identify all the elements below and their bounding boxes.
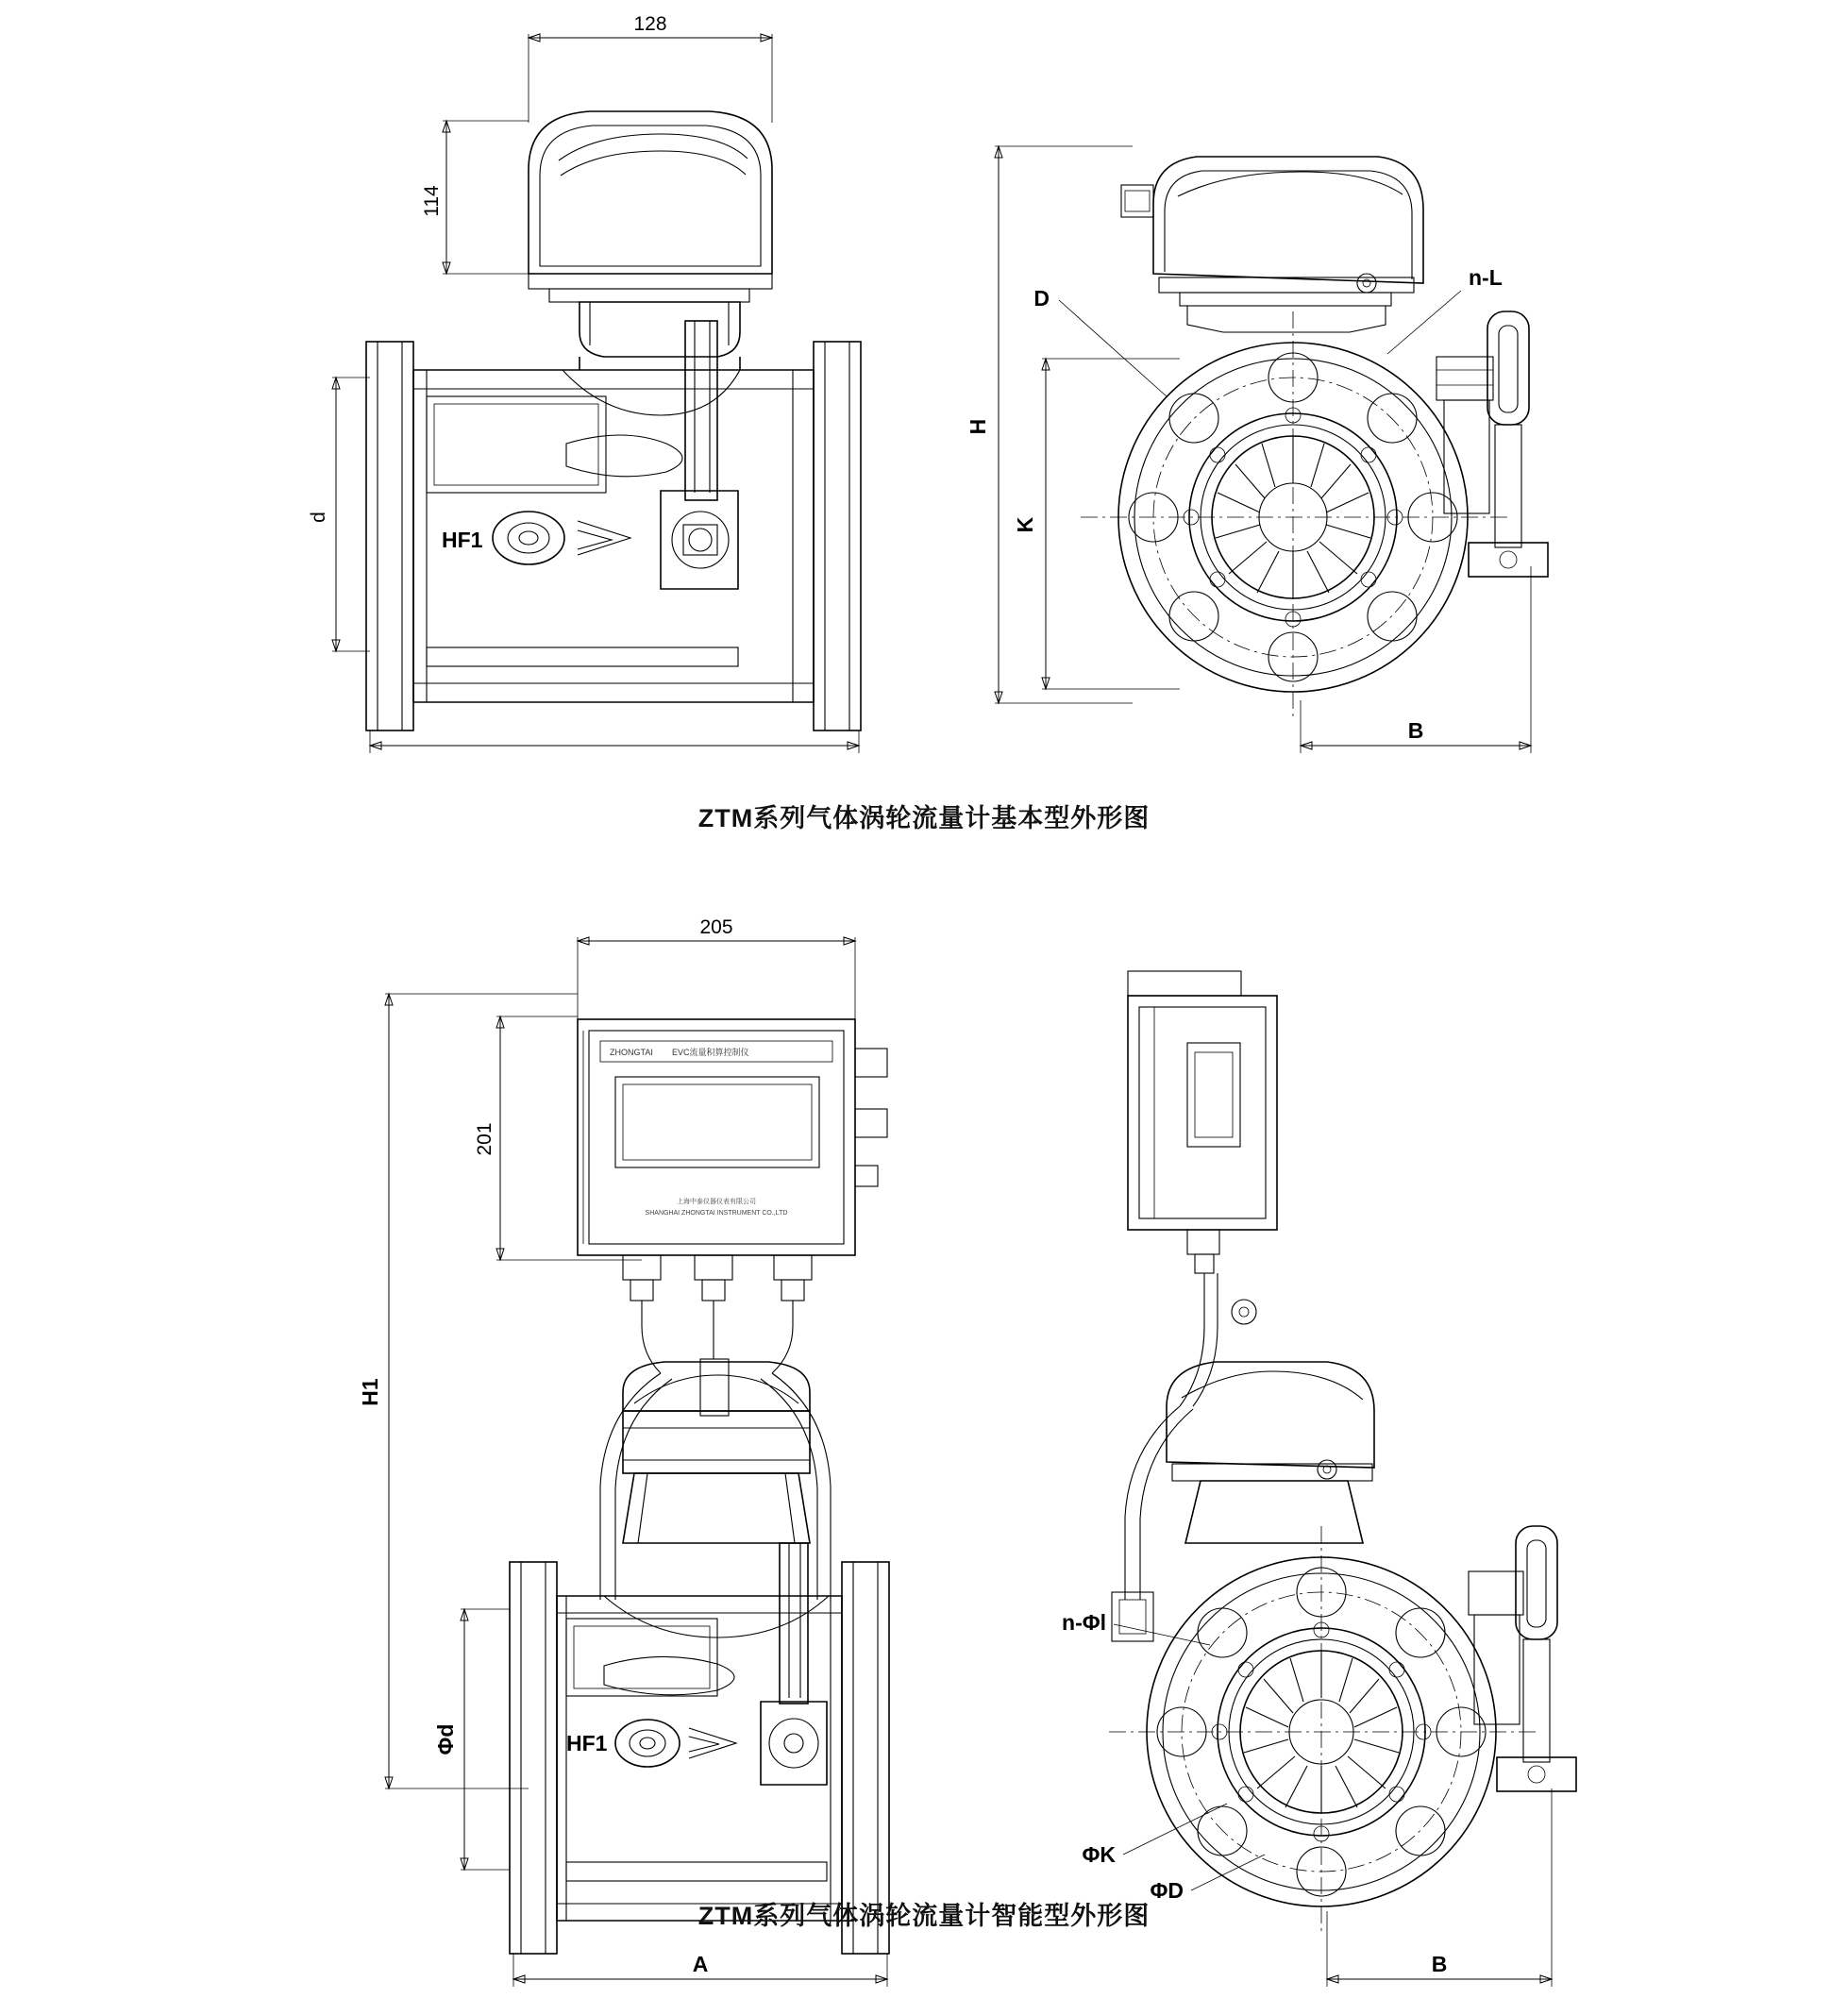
figure1-caption: ZTM系列气体涡轮流量计基本型外形图	[697, 804, 1151, 832]
dim-B-label: B	[1407, 718, 1424, 743]
counter-head-fig2	[600, 1362, 831, 1600]
fig2-side-view	[1062, 971, 1576, 1987]
counter-head-side	[1121, 157, 1423, 332]
dim-phi-d-label: Φd	[433, 1723, 458, 1755]
fig2-front-view	[358, 916, 889, 1987]
fig1-front-view	[308, 13, 861, 753]
dim-H	[966, 146, 1133, 703]
evc-footer-line1: 上海中泰仪器仪表有限公司	[677, 1199, 756, 1205]
evc-brand-label: ZHONGTAI	[610, 1048, 653, 1057]
fig1-side-view	[966, 146, 1548, 753]
dim-phi-d	[433, 1609, 510, 1870]
leader-n-L	[1387, 265, 1503, 354]
dim-A-label: A	[692, 1952, 709, 1976]
dim-K	[1013, 359, 1180, 689]
handle-lever-fig2	[1469, 1526, 1576, 1791]
dim-B-fig2-label: B	[1431, 1952, 1448, 1976]
meter-body-front	[366, 321, 861, 730]
dim-K-label: K	[1013, 516, 1037, 533]
dim-H1-label: H1	[358, 1378, 382, 1406]
counter-head-side-fig2	[1112, 1300, 1374, 1641]
hf1-mark-fig1: HF1	[442, 528, 483, 552]
dim-A	[513, 1952, 887, 1987]
dim-n-phi-l-label: n-Φl	[1062, 1610, 1106, 1635]
flange-circle	[1081, 311, 1510, 717]
figure2-caption: ZTM系列气体涡轮流量计智能型外形图	[697, 1902, 1151, 1930]
dim-201-label: 201	[474, 1122, 496, 1156]
handle-lever	[1436, 311, 1548, 577]
dim-H1	[358, 994, 578, 1788]
flange-circle-fig2	[1109, 1526, 1538, 1932]
dim-phi-D-label: ΦD	[1150, 1878, 1184, 1903]
dim-205	[578, 916, 855, 1019]
evc-enclosure-side	[1128, 971, 1277, 1406]
flow-arrow-icon	[578, 521, 630, 555]
cable-glands	[623, 1255, 812, 1416]
dim-B	[1301, 566, 1531, 753]
evc-enclosure	[578, 1019, 887, 1255]
dim-128-label: 128	[633, 13, 667, 35]
counter-head	[529, 111, 772, 357]
evc-model-label: EVC流量积算控制仪	[672, 1048, 749, 1057]
evc-footer-line2: SHANGHAI ZHONGTAI INSTRUMENT CO.,LTD	[645, 1210, 788, 1217]
dim-128	[529, 13, 772, 123]
dim-phi-K-label: ΦK	[1082, 1842, 1116, 1867]
dim-H-label: H	[966, 418, 990, 435]
dim-114	[421, 121, 529, 274]
figure2-svg	[0, 882, 1848, 2015]
dim-d	[308, 378, 370, 651]
hf1-mark-fig2: HF1	[566, 1731, 608, 1755]
dim-205-label: 205	[699, 916, 733, 938]
leader-n-phi-l	[1062, 1610, 1210, 1645]
meter-body-front-fig2	[510, 1543, 889, 1954]
dim-114-label: 114	[421, 185, 443, 217]
fig1-bottom-dim	[370, 730, 859, 753]
dim-d-label: d	[308, 512, 329, 523]
leader-D	[1033, 286, 1167, 396]
flow-arrow-icon-fig2	[689, 1728, 736, 1758]
figure1-svg	[0, 0, 1848, 783]
dim-D-label: D	[1033, 286, 1050, 311]
dim-nL-label: n-L	[1469, 265, 1503, 290]
dim-B-fig2	[1327, 1788, 1552, 1987]
